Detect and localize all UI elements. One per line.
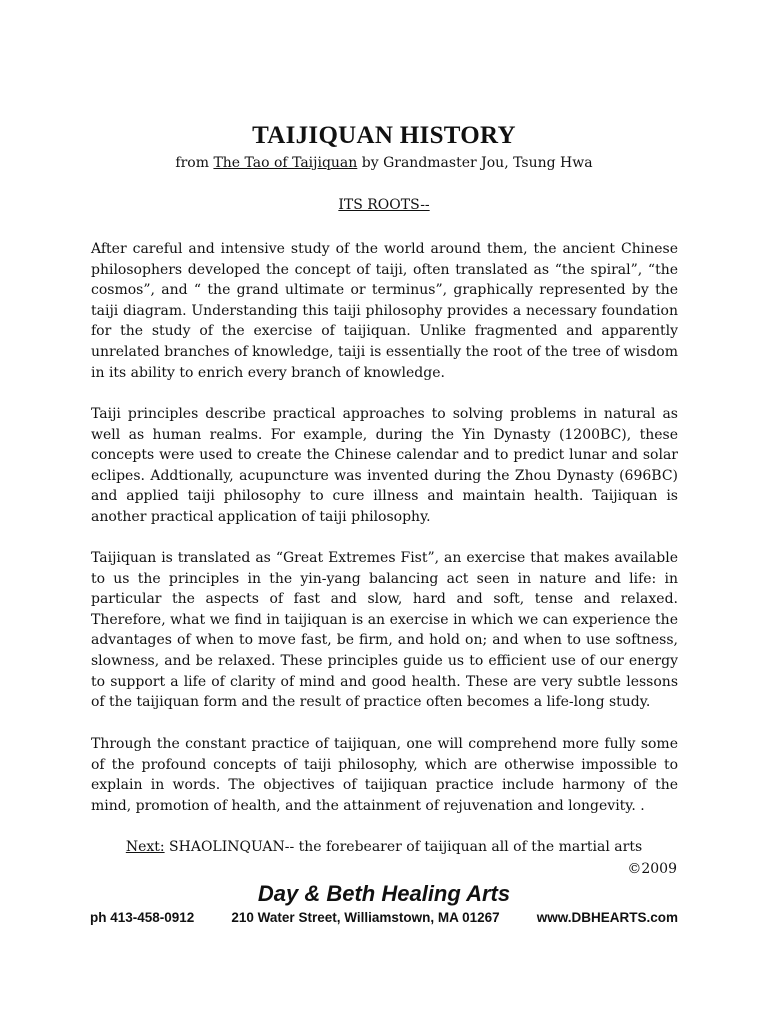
section-heading: ITS ROOTS-- <box>338 197 430 213</box>
subtitle-prefix: from <box>175 155 214 171</box>
paragraph-roots: After careful and intensive study of the world around them, the ancient Chinese philosophers developed the concept of taiji, often translated as “the spiral”, “the cosmos”, and “ the grand ultimate or terminus”, graphically represented by the taiji diagram. Understanding this taiji philosophy provides a necessary foundation for the study of the exercise of taijiquan. Unlike fragmented and apparently unrelated branches of knowledge, taiji is essentially the root of the tree of wisdom in its ability to enrich every branch of knowledge. <box>91 241 678 381</box>
footer-address: 210 Water Street, Williamstown, MA 01267 <box>231 910 500 925</box>
footer-brand: Day & Beth Healing Arts <box>257 881 511 906</box>
book-title: The Tao of Taijiquan <box>213 155 358 171</box>
footer-contact <box>90 910 678 925</box>
subtitle-suffix: by Grandmaster Jou, Tsung Hwa <box>357 155 593 171</box>
next-text: SHAOLINQUAN-- the forebearer of taijiquan all of the martial arts <box>164 839 643 855</box>
footer-website: www.DBHEARTS.com <box>536 910 678 925</box>
paragraph-principles: Taiji principles describe practical approaches to solving problems in natural as well as human realms. For example, during the Yin Dynasty (1200BC), these concepts were used to create the Chinese calendar and to predict lunar and solar eclipes. Addtionally, acupuncture was invented during the Zhou Dynasty (696BC) and applied taiji philosophy to cure illness and maintain health. Taijiquan is another practical application of taiji philosophy. <box>91 406 678 525</box>
document-subtitle <box>0 155 768 171</box>
copyright-notice: ©2009 <box>627 861 677 877</box>
footer-phone: ph 413-458-0912 <box>90 910 195 925</box>
document-title: TAIJIQUAN HISTORY <box>252 122 516 149</box>
paragraph-practice: Through the constant practice of taijiquan, one will comprehend more fully some of the profound concepts of taiji philosophy, which are otherwise impossible to explain in words. The objectives of taijiquan practice include harmony of the mind, promotion of health, and the attainment of rejuvenation and longevity. . <box>91 736 678 814</box>
next-label: Next: <box>125 839 165 855</box>
paragraph-translation: Taijiquan is translated as “Great Extremes Fist”, an exercise that makes available to us the principles in the yin-yang balancing act seen in nature and life: in particular the aspects of fast and slow, hard and soft, tense and relaxed. Therefore, what we find in taijiquan is an exercise in which we can experience the advantages of when to move fast, be firm, and hold on; and when to use softness, slowness, and be relaxed. These principles guide us to efficient use of our energy to support a life of clarity of mind and good health. These are very subtle lessons of the taijiquan form and the result of practice often becomes a life-long study. <box>91 550 678 711</box>
next-section-link <box>0 839 768 855</box>
